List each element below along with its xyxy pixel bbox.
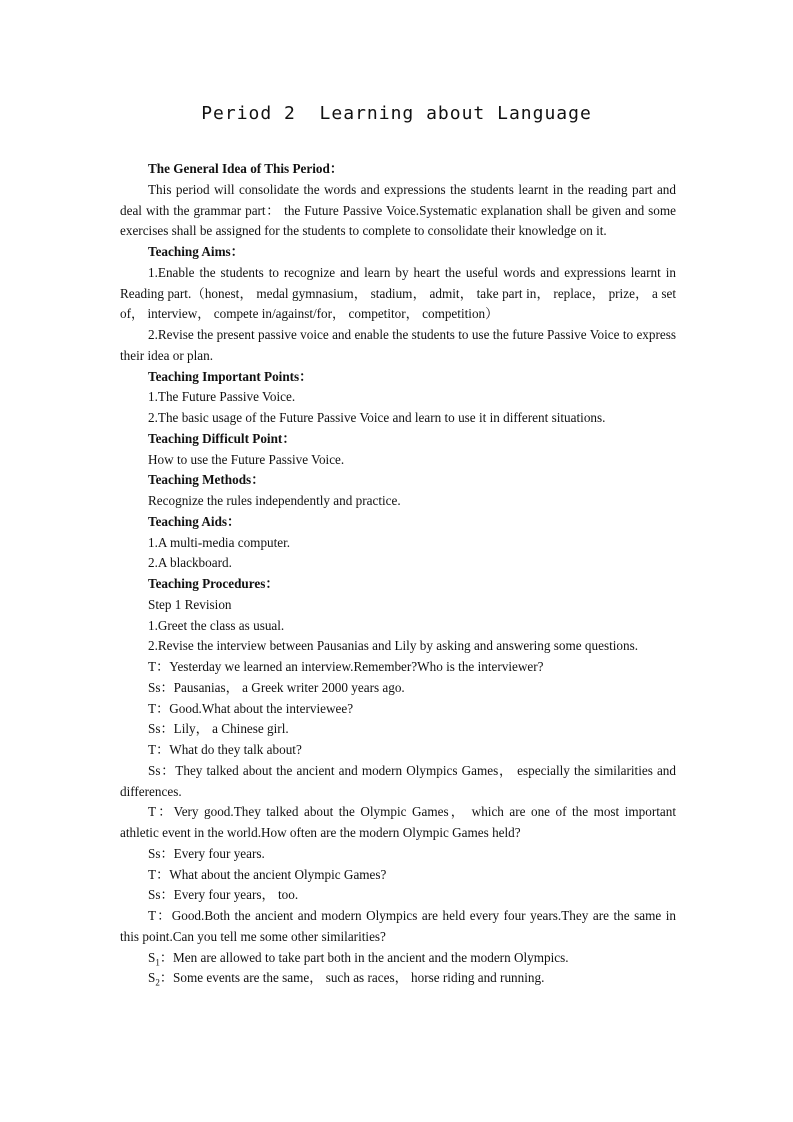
general-idea-text: This period will consolidate the words and expressions the students learnt in the reading part and deal with the grammar part： the Future Passive Voice.Systematic explanation shall be given and some exercises shall be assigned for the students to complete to consolidate their knowledge on it. — [120, 181, 676, 239]
dialogue-line — [120, 885, 676, 906]
dialogue-line — [120, 699, 676, 720]
dialogue-text: ：Lily， a Chinese girl. — [160, 721, 289, 737]
aid-2: 2.A blackboard. — [148, 555, 232, 571]
dialogue-speaker: T — [148, 742, 157, 757]
general-idea-heading: The General Idea of This Period： — [148, 161, 344, 176]
dialogue-text: ：What do they talk about? — [156, 742, 302, 757]
dialogue-text: ：Good.Both the ancient and modern Olympics are held every four years.They are the same in this point.Can you tell me some other similarities? — [120, 908, 676, 944]
dialogue-line — [120, 948, 676, 969]
dialogue-speaker: Ss — [148, 845, 161, 861]
aid-1: 1.A multi-media computer. — [148, 534, 291, 550]
dialogue-text: ：Yesterday we learned an interview.Remember?Who is the interviewer? — [156, 659, 544, 674]
dialogue-line — [120, 761, 676, 803]
dialogue-text: ：They talked about the ancient and modern Olympics Games， especially the similarities and differences. — [120, 762, 676, 799]
dialogue-text: ：Very good.They talked about the Olympic Games， which are one of the most important athletic event in the world.How often are the modern Olympic Games held? — [120, 804, 676, 840]
methods-heading: Teaching Methods： — [148, 472, 265, 488]
dialogue-speaker: T — [148, 700, 157, 716]
dialogue-line — [120, 719, 676, 740]
dialogue-speaker: Ss — [148, 887, 161, 903]
dialogue-text: ：Every four years， too. — [160, 887, 299, 903]
dialogue-line — [120, 968, 676, 989]
dialogue-text: ：Every four years. — [160, 845, 265, 861]
difficult-point-heading: Teaching Difficult Point： — [148, 430, 296, 446]
procedures-heading: Teaching Procedures： — [148, 576, 279, 591]
speaker-number: 2 — [155, 977, 160, 988]
aids-heading: Teaching Aids： — [148, 513, 241, 529]
dialogue-line — [120, 678, 676, 699]
dialogue-speaker: Ss — [148, 762, 161, 778]
document-body — [120, 159, 676, 989]
dialogue-speaker: S — [148, 970, 156, 986]
difficult-point-text: How to use the Future Passive Voice. — [148, 451, 345, 467]
dialogue-text: ：Good.What about the interviewee? — [156, 700, 354, 716]
dialogue-speaker: T — [148, 804, 157, 820]
dialogue-text: ：Men are allowed to take part both in the ancient and the modern Olympics. — [159, 949, 569, 965]
dialogue — [120, 657, 676, 989]
dialogue-text: ：Pausanias， a Greek writer 2000 years ago. — [160, 679, 405, 695]
page-title: Period 2 Learning about Language — [201, 103, 592, 124]
dialogue-line — [120, 865, 676, 886]
dialogue-line — [120, 657, 676, 678]
procedure-item-2: 2.Revise the interview between Pausanias and Lily by asking and answering some questions. — [148, 638, 639, 654]
dialogue-line — [120, 802, 676, 844]
dialogue-speaker: T — [148, 908, 157, 923]
teaching-aims-heading: Teaching Aims： — [148, 244, 244, 259]
dialogue-line — [120, 844, 676, 865]
dialogue-speaker: T — [148, 866, 157, 882]
teaching-aim-2: 2.Revise the present passive voice and enable the students to use the future Passive Voice to express their idea or plan. — [120, 327, 676, 363]
dialogue-speaker: Ss — [148, 721, 161, 737]
important-points-heading: Teaching Important Points： — [148, 368, 313, 384]
dialogue-speaker: S — [148, 949, 156, 965]
teaching-aim-1: 1.Enable the students to recognize and learn by heart the useful words and expressions learnt in Reading part.（honest， medal gymnasium， stadium， admit， take part in， replace， prize， a set of， interview， compete in/against/for， competitor， competition） — [120, 264, 676, 322]
dialogue-line — [120, 906, 676, 948]
important-point-1: 1.The Future Passive Voice. — [148, 389, 296, 405]
dialogue-speaker: T — [148, 659, 157, 674]
speaker-number: 1 — [155, 957, 160, 968]
dialogue-text: ：What about the ancient Olympic Games? — [156, 866, 387, 882]
dialogue-speaker: Ss — [148, 679, 161, 695]
methods-text: Recognize the rules independently and practice. — [148, 493, 401, 508]
dialogue-line — [120, 740, 676, 761]
procedure-item-1: 1.Greet the class as usual. — [148, 617, 285, 633]
important-point-2: 2.The basic usage of the Future Passive Voice and learn to use it in different situations. — [148, 410, 606, 425]
dialogue-text: ：Some events are the same， such as races， horse riding and running. — [159, 970, 545, 986]
procedure-step: Step 1 Revision — [148, 596, 232, 612]
